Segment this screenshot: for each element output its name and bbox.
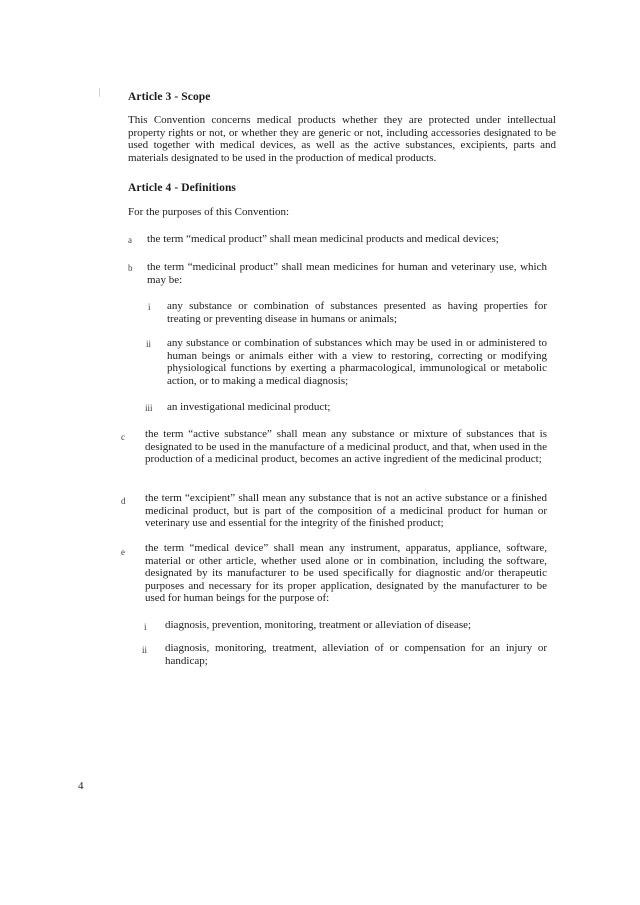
item-c-marker: c [121, 432, 125, 442]
item-a-marker: a [128, 235, 132, 245]
item-b-text: the term “medicinal product” shall mean medicines for human and veterinary use, which may be: [147, 261, 547, 286]
article-4-heading: Article 4 - Definitions [128, 182, 237, 194]
item-b-i-marker: i [148, 302, 151, 312]
article-3-heading: Article 3 - Scope [128, 91, 211, 103]
article-4-intro: For the purposes of this Convention: [128, 206, 290, 218]
item-b-iii-text: an investigational medicinal product; [167, 401, 331, 413]
item-b-ii-text: any substance or combination of substances which may be used in or administered to human beings or animals either with a view to restoring, correcting or modifying physiological functions by exerting a pharmacological, immunological or metabolic action, or to making a medical diagnosis; [167, 337, 547, 387]
item-e-text: the term “medical device” shall mean any instrument, apparatus, appliance, software, material or other article, whether used alone or in combination, including the software, designated by its manufacturer to be used specifically for diagnostic and/or therapeutic purposes and necessary for its proper application, designated by the manufacturer to be used for human beings for the purpose of: [145, 542, 547, 605]
item-a-text: the term “medical product” shall mean medicinal products and medical devices; [147, 233, 499, 245]
item-d-text: the term “excipient” shall mean any substance that is not an active substance or a finished medicinal product, but is part of the composition of a medicinal product for human or veterinary use and essential for the integrity of the finished product; [145, 492, 547, 530]
item-b-ii-marker: ii [146, 339, 152, 349]
item-e-i-marker: i [144, 622, 147, 632]
item-b-iii-marker: iii [145, 403, 153, 413]
article-3-body: This Convention concerns medical products whether they are protected under intellectual property rights or not, or whether they are generic or not, including accessories designated to be used together with medical devices, as well as the active substances, excipients, parts and materials designated to be used in the production of medical products. [128, 114, 556, 164]
margin-mark: | [98, 88, 102, 98]
item-b-marker: b [128, 263, 133, 273]
item-e-i-text: diagnosis, prevention, monitoring, treatment or alleviation of disease; [165, 619, 472, 631]
item-b-i-text: any substance or combination of substances presented as having properties for treating or preventing disease in humans or animals; [167, 300, 547, 325]
page-number: 4 [78, 780, 84, 792]
item-c-text: the term “active substance” shall mean any substance or mixture of substances that is designated to be used in the manufacture of a medicinal product, and that, when used in the production of a medicinal product, becomes an active ingredient of the medicinal product; [145, 428, 547, 466]
item-e-ii-text: diagnosis, monitoring, treatment, alleviation of or compensation for an injury or handicap; [165, 642, 547, 667]
item-e-ii-marker: ii [142, 645, 148, 655]
item-d-marker: d [121, 496, 126, 506]
item-e-marker: e [121, 547, 125, 557]
